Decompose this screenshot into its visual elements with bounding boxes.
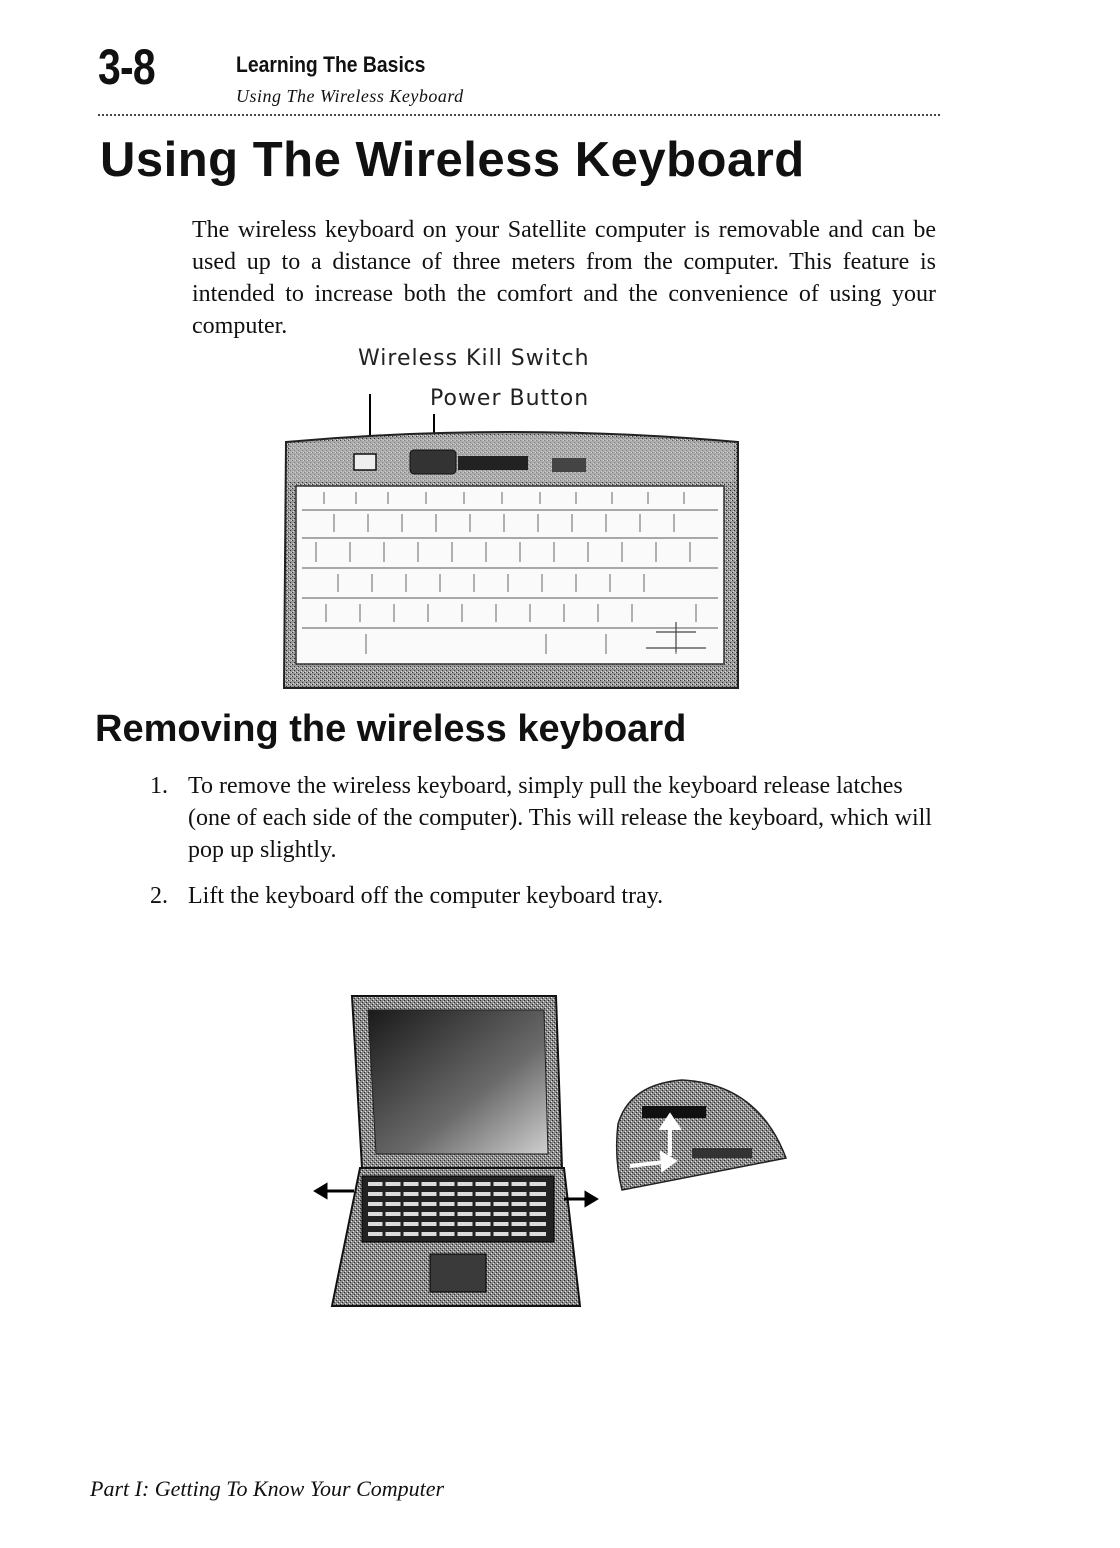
latch-detail-inset bbox=[617, 1080, 786, 1190]
step-text: To remove the wireless keyboard, simply pull the keyboard release latches (one of each side of the computer). This will release the keyboard, which will pop up slightly. bbox=[188, 773, 932, 863]
kill-switch bbox=[354, 454, 376, 470]
list-item bbox=[150, 770, 940, 866]
laptop-keyboard-removal-illustration bbox=[312, 988, 802, 1318]
section-heading: Removing the wireless keyboard bbox=[95, 708, 687, 750]
arrow-left-icon bbox=[316, 1185, 354, 1197]
latch-shadow bbox=[692, 1148, 752, 1158]
key-field bbox=[296, 486, 724, 664]
header-rule bbox=[98, 114, 940, 116]
intro-paragraph: The wireless keyboard on your Satellite computer is removable and can be used up to a distance of three meters from the computer. This feature is intended to increase both the comfort and the convenience of using your computer. bbox=[192, 217, 936, 339]
label-power-button: Power Button bbox=[430, 386, 590, 411]
page-number: 3-8 bbox=[98, 39, 155, 95]
status-strip bbox=[458, 456, 528, 470]
page-title: Using The Wireless Keyboard bbox=[100, 133, 805, 187]
list-item bbox=[150, 880, 940, 912]
section-title: Using The Wireless Keyboard bbox=[236, 86, 464, 106]
steps-list bbox=[150, 770, 940, 912]
laptop-screen bbox=[368, 1010, 548, 1154]
wireless-keyboard-illustration bbox=[276, 392, 746, 692]
touchpad bbox=[430, 1254, 486, 1292]
chapter-title: Learning The Basics bbox=[236, 52, 426, 77]
footer-text: Part I: Getting To Know Your Computer bbox=[90, 1476, 445, 1501]
latch-slot bbox=[642, 1106, 706, 1118]
status-indicator bbox=[552, 458, 586, 472]
step-text: Lift the keyboard off the computer keyboard tray. bbox=[188, 883, 664, 909]
label-wireless-kill-switch: Wireless Kill Switch bbox=[358, 346, 590, 371]
step-number: 2. bbox=[150, 883, 168, 909]
power-button bbox=[410, 450, 456, 474]
step-number: 1. bbox=[150, 773, 168, 799]
